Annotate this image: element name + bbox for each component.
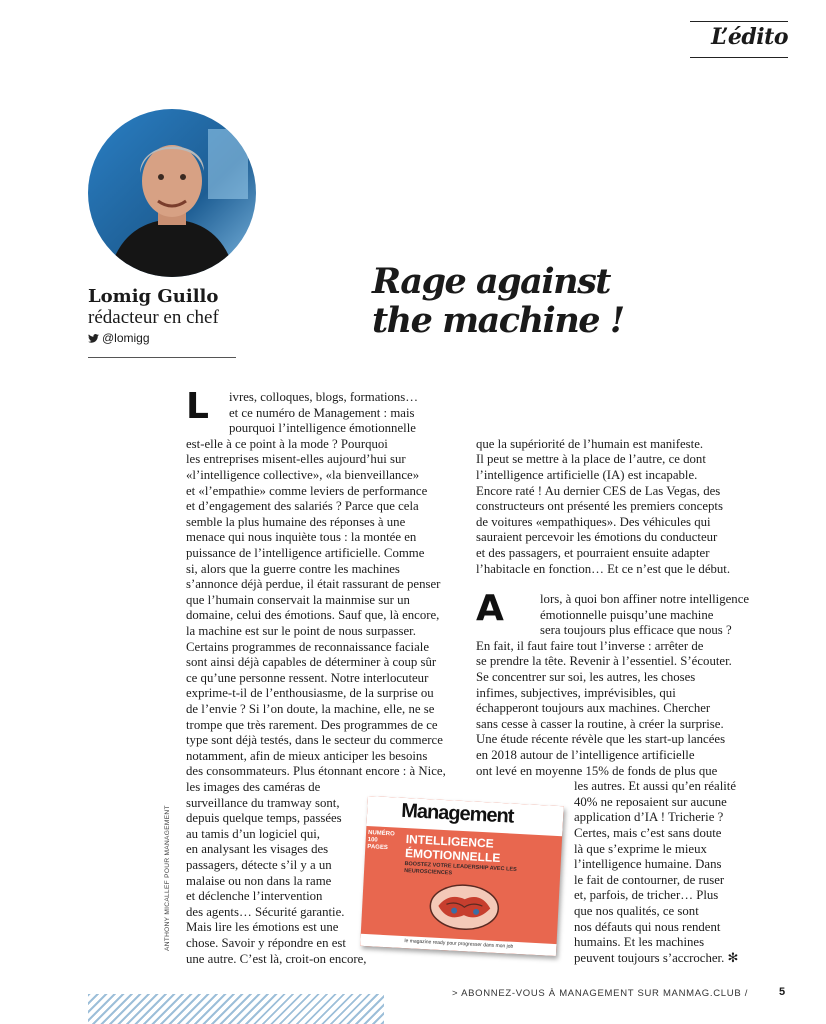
- col2-line: l’intelligence artificielle (IA) est incapable.: [476, 468, 698, 482]
- col2-line: peuvent toujours s’accrocher. ✻: [574, 950, 739, 965]
- author-twitter[interactable]: [88, 331, 150, 345]
- title-line-2: the machine !: [372, 300, 624, 341]
- col2-line: échapperont toujours aux machines. Chercher: [476, 701, 711, 716]
- col1-line: que l’humain conservait la mainmise sur un: [186, 592, 410, 607]
- col2-line: de voitures «empathiques». Des véhicules qui: [476, 514, 711, 529]
- col2-line: émotionnelle puisqu’une machine: [540, 607, 714, 622]
- author-role: rédacteur en chef: [88, 307, 219, 328]
- cover-bottom-text: le magazine ready pour progresser dans mon job: [404, 938, 514, 950]
- col1-line: s’annonce déjà perdue, il était rassurant de penser: [186, 577, 441, 592]
- cover-headline-1: INTELLIGENCE: [405, 832, 495, 851]
- col1-line: «l’intelligence collective», «la bienveillance»: [186, 468, 420, 482]
- col2-line: sauraient percevoir les émotions du conducteur: [476, 530, 718, 545]
- col1-line: les images des caméras de: [186, 780, 321, 794]
- col1-line: semble la plus humaine des réponses à une: [186, 514, 406, 529]
- page-number: 5: [779, 986, 786, 998]
- col2-line: Certes, mais c’est sans doute: [574, 826, 722, 840]
- col1-line: et «l’empathie» comme leviers de performance: [186, 483, 428, 498]
- col2-line: que la supériorité de l’humain est manifeste.: [476, 436, 704, 451]
- col1-line: surveillance du tramway sont,: [186, 795, 340, 810]
- col1-line: malaise ou non dans la rame: [186, 873, 332, 888]
- twitter-bird-icon: [88, 334, 99, 343]
- col1-line: une autre. C’est là, croit-on encore,: [186, 951, 367, 966]
- col2-line: se prendre la tête. Revenir à l’essentiel. S’écouter.: [476, 654, 732, 669]
- col2-line: Il peut se mettre à la place de l’autre, ce dont: [476, 452, 706, 467]
- col1-line: sont ainsi déjà capables de déterminer à coup sûr: [186, 655, 437, 670]
- dropcap-l: L: [186, 386, 209, 427]
- col1-line: depuis quelque temps, passées: [186, 811, 342, 826]
- article-title: [372, 262, 624, 340]
- col2-line: et, parfois, de tricher… Plus: [574, 888, 719, 903]
- col1-line: trompe que très rarement. Des programmes de ce: [186, 717, 438, 732]
- col1-line: type sont déjà testés, dans le secteur du commerce: [186, 733, 443, 748]
- dropcap-a: A: [476, 588, 504, 629]
- col2-line: Se concentrer sur soi, les autres, les choses: [476, 670, 696, 684]
- col1-line: et déclenche l’intervention: [186, 889, 323, 904]
- col1-line: chose. Savoir y répondre en est: [186, 936, 346, 950]
- col2-line: l’intelligence humaine. Dans: [574, 857, 722, 872]
- col1-line: ce qu’une personne ressent. Notre interlocuteur: [186, 670, 429, 685]
- col2-line: nos défauts qui nous rendent: [574, 919, 721, 934]
- title-line-1: Rage against: [372, 261, 610, 302]
- col1-line: au tamis d’un logiciel qui,: [186, 826, 320, 841]
- col1-line: passagers, détecte s’il y a un: [186, 858, 332, 872]
- subscribe-link[interactable]: > ABONNEZ-VOUS À MANAGEMENT SUR MANMAG.CLUB /: [452, 988, 749, 999]
- col2-line: et des passagers, et pourraient ensuite adapter: [476, 546, 710, 560]
- col1-line: en analysant les visages des: [186, 842, 329, 857]
- col1-line: puissance de l’intelligence artificielle. Comme: [186, 546, 425, 560]
- cover-subline: BOOSTEZ VOTRE LEADERSHIP AVEC LES NEUROSCIENCES: [403, 861, 517, 877]
- col1-line: et ce numéro de Management : mais: [229, 405, 415, 420]
- col2-line: 40% ne reposaient sur aucune: [574, 794, 727, 809]
- col2-line: Une étude récente révèle que les start-up lancées: [476, 732, 726, 747]
- photo-credit: ANTHONY MICALLEF POUR MANAGEMENT: [164, 805, 171, 951]
- col2-line: l’habitacle en fonction… Et ce n’est que le début.: [476, 561, 731, 576]
- col1-line: des consommateurs. Plus étonnant encore : à Nice,: [186, 764, 446, 779]
- author-portrait-icon: [88, 109, 256, 277]
- section-rubric: L’édito: [711, 24, 788, 50]
- col2-line: infimes, subjectives, imprévisibles, qui: [476, 685, 676, 700]
- col1-line: Certains programmes de reconnaissance faciale: [186, 639, 430, 654]
- col1-line: domaine, celui des émotions. Sauf que, là encore,: [186, 608, 440, 623]
- author-handle: @lomigg: [102, 331, 150, 345]
- col2-line: humains. Et les machines: [574, 935, 705, 950]
- col2-line: ont levé en moyenne 15% de fonds de plus que: [476, 763, 718, 778]
- col2-line: constructeurs ont présenté les premiers concepts: [476, 499, 723, 514]
- col1-line: de l’envie ? Si l’on doute, la machine, elle, ne se: [186, 702, 435, 716]
- author-name: Lomig Guillo: [88, 286, 219, 307]
- col1-line: est-elle à ce point à la mode ? Pourquoi: [186, 436, 388, 451]
- col1-line: notamment, afin de mieux anticiper les besoins: [186, 748, 428, 763]
- col1-line: des agents… Sécurité garantie.: [186, 904, 345, 919]
- cover-badge: NUMÉRO 100 PAGES: [367, 830, 395, 852]
- col1-line: ivres, colloques, blogs, formations…: [229, 390, 419, 404]
- author-divider: [88, 357, 236, 358]
- cover-masthead: Management: [400, 799, 514, 828]
- rubric-top-rule: [690, 21, 788, 22]
- col1-line: et d’engagement des salariés ? Parce que cela: [186, 499, 419, 514]
- magazine-cover: [360, 796, 564, 956]
- col1-line: pourquoi l’intelligence émotionnelle: [229, 421, 416, 436]
- col1-line: menace qui nous inquiète tous : la montée en: [186, 530, 417, 545]
- footer-hatch-decoration: [88, 994, 384, 1024]
- col2-line: lors, à quoi bon affiner notre intelligence: [540, 592, 750, 606]
- author-photo: [88, 109, 256, 277]
- rubric-bottom-rule: [690, 57, 788, 58]
- col1-line: la machine est sur le point de nous surpasser.: [186, 624, 416, 638]
- col1-line: les entreprises misent-elles aujourd’hui sur: [186, 452, 406, 467]
- col1-line: si, alors que la guerre contre les machines: [186, 561, 400, 576]
- col2-line: là que s’exprime le mieux: [574, 841, 707, 856]
- col2-line: que nos qualités, ce sont: [574, 904, 699, 918]
- col1-line: exprime-t-il de l’enthousiasme, de la surprise ou: [186, 686, 434, 701]
- col2-line: le fait de contourner, de ruser: [574, 872, 725, 887]
- col2-line: En fait, il faut faire tout l’inverse : arrêter de: [476, 638, 704, 653]
- col2-line: application d’IA ! Tricherie ?: [574, 810, 724, 825]
- col2-line: sans cesse à casser la routine, à créer la surprise.: [476, 716, 724, 731]
- col1-line: Mais lire les émotions est une: [186, 920, 339, 935]
- col2-line: les autres. Et aussi qu’en réalité: [574, 779, 737, 794]
- cover-headline-2: ÉMOTIONNELLE: [404, 846, 501, 865]
- col2-line: Encore raté ! Au dernier CES de Las Vegas, des: [476, 483, 721, 498]
- cover-brain-illustration-icon: [423, 879, 506, 935]
- col2-line: en 2018 autour de l’intelligence artificielle: [476, 748, 695, 762]
- col2-line: sera toujours plus efficace que nous ?: [540, 623, 732, 638]
